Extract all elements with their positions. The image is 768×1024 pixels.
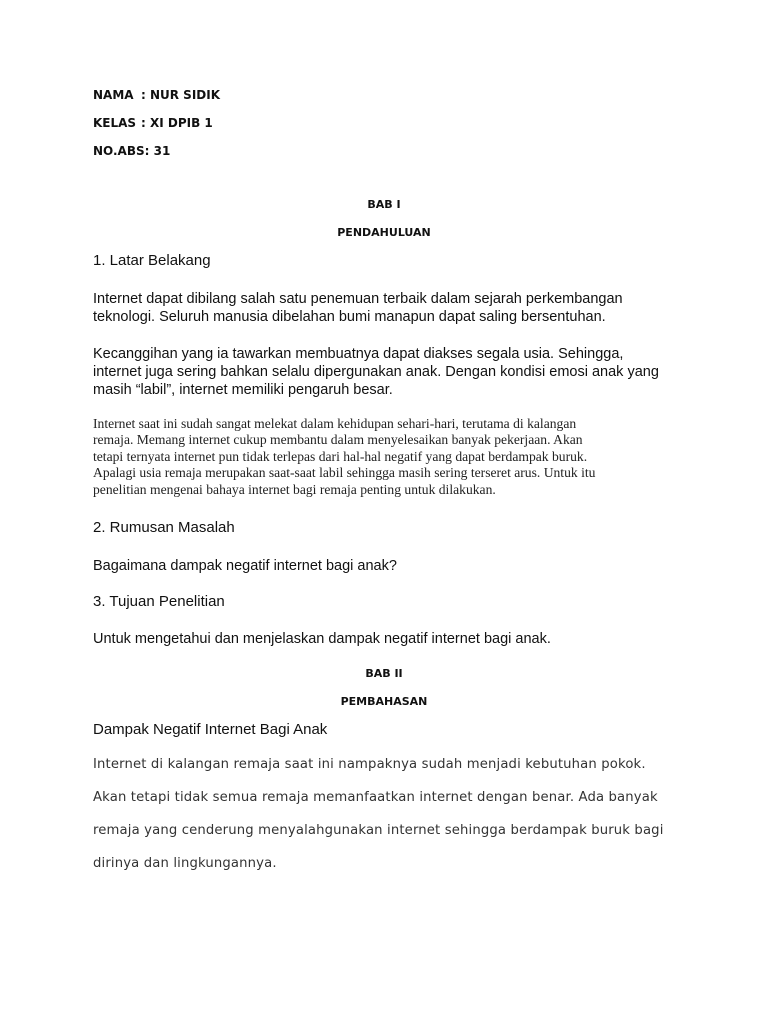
tujuan-text: Untuk mengetahui dan menjelaskan dampak negatif internet bagi anak. [93,631,551,647]
bab1-title: BAB I [367,198,401,211]
paragraph-line: Internet di kalangan remaja saat ini nampaknya sudah menjadi kebutuhan pokok. [93,757,646,772]
paragraph-line: Kecanggihan yang ia tawarkan membuatnya dapat diakses segala usia. Sehingga, [93,346,624,362]
kelas-label: KELAS [93,116,137,130]
bab2-title: BAB II [365,667,403,680]
paragraph-line: dirinya dan lingkungannya. [93,856,277,871]
bab1-subtitle: PENDAHULUAN [337,226,431,239]
nama-value: : NUR SIDIK [141,88,221,102]
latar-paragraph-2 [93,345,693,399]
rumusan-text: Bagaimana dampak negatif internet bagi anak? [93,558,397,574]
paragraph-line: penelitian mengenai bahaya internet bagi remaja penting untuk dilakukan. [93,481,496,497]
latar-paragraph-3 [93,416,693,498]
latar-paragraph-1 [93,290,693,326]
nama-line [93,88,220,102]
pembahasan-paragraph [93,748,693,880]
paragraph-line: remaja. Memang internet cukup membantu dalam menyelesaikan banyak pekerjaan. Akan [93,432,583,448]
section1-heading: 1. Latar Belakang [93,252,211,269]
paragraph-line: Apalagi usia remaja merupakan saat-saat labil sehingga masih sering terseret arus. Untuk itu [93,465,596,481]
paragraph-line: Internet saat ini sudah sangat melekat dalam kehidupan sehari-hari, terutama di kalangan [93,416,577,431]
section2-heading: 2. Rumusan Masalah [93,519,235,536]
bab2-subtitle: PEMBAHASAN [340,695,428,708]
paragraph-line: Akan tetapi tidak semua remaja memanfaatkan internet dengan benar. Ada banyak [93,790,658,805]
paragraph-line: Internet dapat dibilang salah satu penemuan terbaik dalam sejarah perkembangan [93,291,623,307]
paragraph-line: remaja yang cenderung menyalahgunakan internet sehingga berdampak buruk bagi [93,823,664,838]
kelas-value: : XI DPIB 1 [141,116,213,130]
paragraph-line: teknologi. Seluruh manusia dibelahan bumi manapun dapat saling bersentuhan. [93,309,606,325]
nama-label: NAMA [93,88,134,102]
bab2-heading: Dampak Negatif Internet Bagi Anak [93,721,328,738]
paragraph-line: masih “labil”, internet memiliki pengaruh besar. [93,382,393,398]
noabs-line: NO.ABS: 31 [93,144,171,158]
section3-heading: 3. Tujuan Penelitian [93,593,225,610]
paragraph-line: tetapi ternyata internet pun tidak terlepas dari hal-hal negatif yang dapat berdampak buruk. [93,448,588,464]
kelas-line [93,116,213,130]
paragraph-line: internet juga sering bahkan selalu dipergunakan anak. Dengan kondisi emosi anak yang [93,364,659,380]
